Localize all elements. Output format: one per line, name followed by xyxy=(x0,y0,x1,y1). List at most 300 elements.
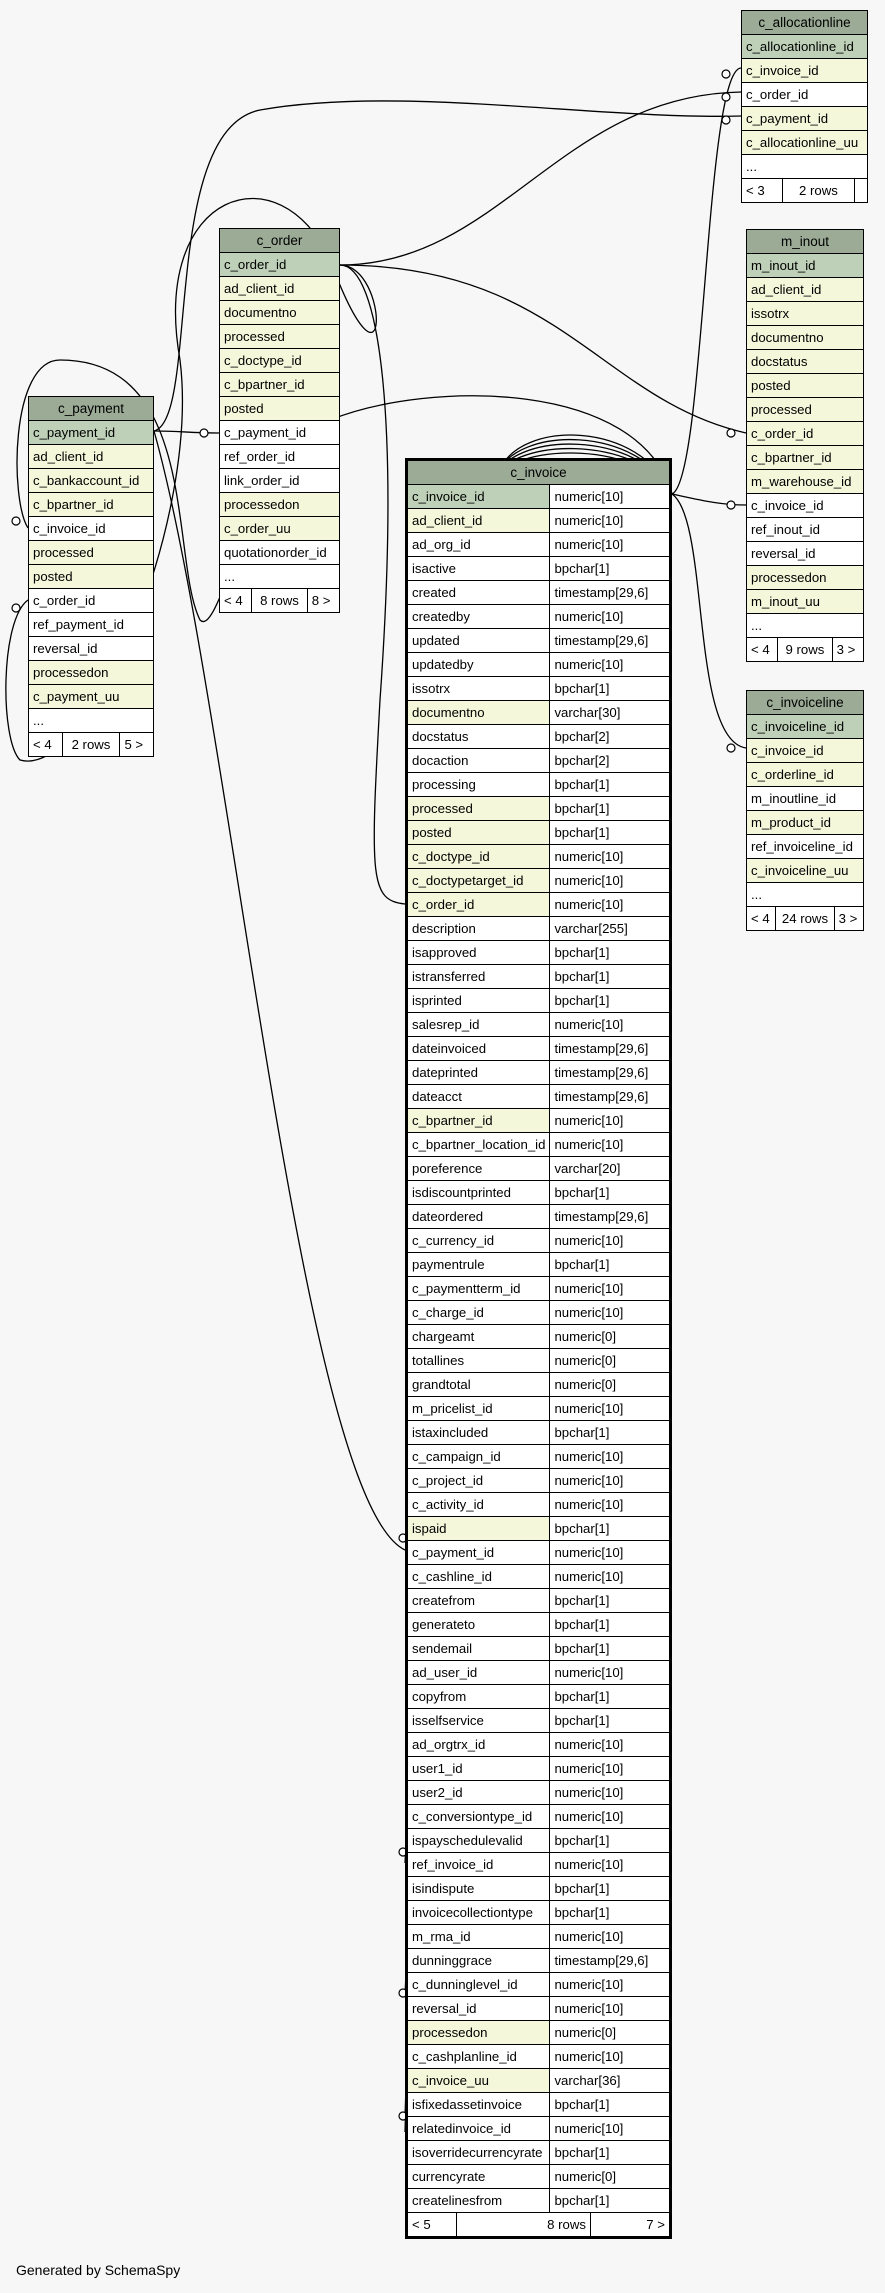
table-column-row[interactable] xyxy=(747,374,864,398)
column-name[interactable]: c_payment_id xyxy=(220,421,340,445)
table-column-row[interactable] xyxy=(747,422,864,446)
column-type: numeric[0] xyxy=(550,1325,671,1349)
footer-prev[interactable]: < 4 xyxy=(747,638,778,662)
column-name[interactable]: m_pricelist_id xyxy=(407,1397,550,1421)
column-name[interactable]: poreference xyxy=(407,1157,550,1181)
column-name[interactable]: docstatus xyxy=(407,725,550,749)
column-name[interactable]: isactive xyxy=(407,557,550,581)
column-name[interactable]: user2_id xyxy=(407,1781,550,1805)
column-name[interactable]: ref_inout_id xyxy=(747,518,864,542)
table-column-row[interactable] xyxy=(407,1973,671,1997)
column-type: bpchar[1] xyxy=(550,773,671,797)
table-column-row[interactable] xyxy=(747,254,864,278)
footer-next[interactable]: 3 > xyxy=(832,638,863,662)
column-name[interactable]: grandtotal xyxy=(407,1373,550,1397)
table-column-row[interactable] xyxy=(407,1325,671,1349)
table-column-row[interactable] xyxy=(407,725,671,749)
column-name[interactable]: quotationorder_id xyxy=(220,541,340,565)
column-name[interactable]: c_doctype_id xyxy=(220,349,340,373)
table-column-row[interactable] xyxy=(742,83,868,107)
table-column-row[interactable] xyxy=(407,557,671,581)
footer-prev[interactable]: < 4 xyxy=(29,733,63,757)
column-name[interactable]: processed xyxy=(407,797,550,821)
table-column-row[interactable] xyxy=(742,59,868,83)
table-column-row[interactable] xyxy=(407,893,671,917)
table-column-row[interactable] xyxy=(407,1781,671,1805)
table-footer-row xyxy=(747,907,864,931)
column-name[interactable]: ad_client_id xyxy=(747,278,864,302)
table-column-row[interactable] xyxy=(407,965,671,989)
table-column-row[interactable] xyxy=(747,763,864,787)
column-name[interactable]: c_invoiceline_uu xyxy=(747,859,864,883)
column-name[interactable]: c_cashline_id xyxy=(407,1565,550,1589)
column-name[interactable]: documentno xyxy=(220,301,340,325)
table-column-row[interactable] xyxy=(742,155,868,179)
column-name[interactable]: c_order_id xyxy=(747,422,864,446)
column-name[interactable]: isapproved xyxy=(407,941,550,965)
column-name[interactable]: c_doctype_id xyxy=(407,845,550,869)
column-name[interactable]: m_rma_id xyxy=(407,1925,550,1949)
column-name[interactable]: dateacct xyxy=(407,1085,550,1109)
column-name[interactable]: invoicecollectiontype xyxy=(407,1901,550,1925)
table-column-row[interactable] xyxy=(407,1637,671,1661)
table-column-row[interactable] xyxy=(407,1757,671,1781)
column-name[interactable]: processedon xyxy=(407,2021,550,2045)
table-column-row[interactable] xyxy=(747,542,864,566)
table-column-row[interactable] xyxy=(407,1421,671,1445)
table-column-row[interactable] xyxy=(407,1109,671,1133)
column-name[interactable]: ad_org_id xyxy=(407,533,550,557)
table-title[interactable]: c_invoiceline xyxy=(747,691,864,715)
column-name[interactable]: reversal_id xyxy=(747,542,864,566)
footer-prev[interactable]: < 4 xyxy=(747,907,776,931)
table-column-row[interactable] xyxy=(407,2189,671,2213)
table-column-row[interactable] xyxy=(407,1877,671,1901)
table-column-row[interactable] xyxy=(407,2045,671,2069)
column-name[interactable]: m_inoutline_id xyxy=(747,787,864,811)
table-column-row[interactable] xyxy=(747,787,864,811)
table-column-row[interactable] xyxy=(407,1901,671,1925)
column-name[interactable]: documentno xyxy=(747,326,864,350)
table-column-row[interactable] xyxy=(747,446,864,470)
table-column-row[interactable] xyxy=(29,421,154,445)
table-column-row[interactable] xyxy=(407,1181,671,1205)
column-name[interactable]: c_order_id xyxy=(220,253,340,277)
column-name[interactable]: c_bpartner_id xyxy=(29,493,154,517)
column-name[interactable]: updatedby xyxy=(407,653,550,677)
column-name[interactable]: m_inout_uu xyxy=(747,590,864,614)
table-column-row[interactable] xyxy=(407,509,671,533)
column-name[interactable]: c_payment_id xyxy=(742,107,868,131)
column-name[interactable]: createdby xyxy=(407,605,550,629)
column-name[interactable]: isindispute xyxy=(407,1877,550,1901)
column-name[interactable]: ad_client_id xyxy=(407,509,550,533)
table-column-row[interactable] xyxy=(29,517,154,541)
column-name[interactable]: c_orderline_id xyxy=(747,763,864,787)
table-column-row[interactable] xyxy=(220,469,340,493)
table-c_invoice[interactable] xyxy=(405,458,672,2239)
table-column-row[interactable] xyxy=(220,421,340,445)
table-column-row[interactable] xyxy=(747,326,864,350)
column-name[interactable]: posted xyxy=(29,565,154,589)
column-name[interactable]: processedon xyxy=(747,566,864,590)
table-column-row[interactable] xyxy=(407,605,671,629)
column-name[interactable]: updated xyxy=(407,629,550,653)
column-name[interactable]: issotrx xyxy=(407,677,550,701)
footer-prev[interactable]: < 5 xyxy=(412,2217,431,2232)
table-column-row[interactable] xyxy=(407,869,671,893)
column-name[interactable]: c_project_id xyxy=(407,1469,550,1493)
column-name[interactable]: ad_user_id xyxy=(407,1661,550,1685)
column-name[interactable]: dateordered xyxy=(407,1205,550,1229)
column-name[interactable]: c_invoice_id xyxy=(747,494,864,518)
table-column-row[interactable] xyxy=(407,1541,671,1565)
table-column-row[interactable] xyxy=(220,349,340,373)
table-column-row[interactable] xyxy=(220,493,340,517)
table-column-row[interactable] xyxy=(29,469,154,493)
table-c_allocationline[interactable] xyxy=(741,10,868,203)
column-name[interactable]: copyfrom xyxy=(407,1685,550,1709)
table-title[interactable]: c_payment xyxy=(29,397,154,421)
column-name[interactable]: processed xyxy=(747,398,864,422)
column-name[interactable]: c_payment_id xyxy=(407,1541,550,1565)
table-column-row[interactable] xyxy=(407,1829,671,1853)
column-name[interactable]: c_activity_id xyxy=(407,1493,550,1517)
column-name[interactable]: c_bpartner_location_id xyxy=(407,1133,550,1157)
column-name[interactable]: isprinted xyxy=(407,989,550,1013)
column-name[interactable]: currencyrate xyxy=(407,2165,550,2189)
column-name[interactable]: docaction xyxy=(407,749,550,773)
column-type: numeric[10] xyxy=(550,1925,671,1949)
column-type: numeric[10] xyxy=(550,1445,671,1469)
column-name[interactable]: c_invoice_uu xyxy=(407,2069,550,2093)
table-column-row[interactable] xyxy=(29,685,154,709)
column-name[interactable]: link_order_id xyxy=(220,469,340,493)
column-name[interactable]: processed xyxy=(29,541,154,565)
column-name[interactable]: c_campaign_id xyxy=(407,1445,550,1469)
table-column-row[interactable] xyxy=(220,517,340,541)
footer-next[interactable]: 7 > xyxy=(590,2213,669,2236)
column-name[interactable]: created xyxy=(407,581,550,605)
column-type: bpchar[1] xyxy=(550,2093,671,2117)
table-column-row[interactable] xyxy=(220,397,340,421)
column-name[interactable]: c_invoice_id xyxy=(407,485,550,509)
column-name[interactable]: c_invoice_id xyxy=(29,517,154,541)
column-type: bpchar[1] xyxy=(550,1589,671,1613)
table-column-row[interactable] xyxy=(407,1013,671,1037)
table-column-row[interactable] xyxy=(220,301,340,325)
table-column-row[interactable] xyxy=(407,1661,671,1685)
table-column-row[interactable] xyxy=(407,485,671,509)
column-name[interactable]: m_inout_id xyxy=(747,254,864,278)
table-column-row[interactable] xyxy=(747,590,864,614)
column-name[interactable]: ... xyxy=(29,709,154,733)
column-name[interactable]: istaxincluded xyxy=(407,1421,550,1445)
column-name[interactable]: processing xyxy=(407,773,550,797)
table-column-row[interactable] xyxy=(742,107,868,131)
table-column-row[interactable] xyxy=(407,1277,671,1301)
column-name[interactable]: c_bpartner_id xyxy=(220,373,340,397)
table-c_invoiceline[interactable] xyxy=(746,690,864,931)
column-name[interactable]: dateprinted xyxy=(407,1061,550,1085)
table-column-row[interactable] xyxy=(407,1133,671,1157)
table-column-row[interactable] xyxy=(407,701,671,725)
column-name[interactable]: c_payment_id xyxy=(29,421,154,445)
table-column-row[interactable] xyxy=(29,637,154,661)
column-name[interactable]: description xyxy=(407,917,550,941)
column-name[interactable]: c_currency_id xyxy=(407,1229,550,1253)
column-name[interactable]: c_order_id xyxy=(29,589,154,613)
table-column-row[interactable] xyxy=(220,277,340,301)
column-name[interactable]: ispaid xyxy=(407,1517,550,1541)
column-type: numeric[10] xyxy=(550,485,671,509)
table-column-row[interactable] xyxy=(407,1925,671,1949)
table-column-row[interactable] xyxy=(407,1205,671,1229)
table-column-row[interactable] xyxy=(220,373,340,397)
column-name[interactable]: processed xyxy=(220,325,340,349)
table-title[interactable]: c_invoice xyxy=(407,460,671,485)
column-name[interactable]: ... xyxy=(747,614,864,638)
table-column-row[interactable] xyxy=(747,302,864,326)
column-name[interactable]: isfixedassetinvoice xyxy=(407,2093,550,2117)
column-name[interactable]: reversal_id xyxy=(407,1997,550,2021)
column-type: bpchar[1] xyxy=(550,2189,671,2213)
table-column-row[interactable] xyxy=(407,1613,671,1637)
footer-prev[interactable]: < 3 xyxy=(742,179,783,203)
column-name[interactable]: sendemail xyxy=(407,1637,550,1661)
column-name[interactable]: posted xyxy=(220,397,340,421)
column-name[interactable]: relatedinvoice_id xyxy=(407,2117,550,2141)
table-column-row[interactable] xyxy=(407,1685,671,1709)
table-column-row[interactable] xyxy=(747,859,864,883)
table-column-row[interactable] xyxy=(407,989,671,1013)
column-name[interactable]: ad_orgtrx_id xyxy=(407,1733,550,1757)
table-column-row[interactable] xyxy=(742,35,868,59)
table-column-row[interactable] xyxy=(407,1301,671,1325)
column-name[interactable]: docstatus xyxy=(747,350,864,374)
table-title[interactable]: m_inout xyxy=(747,230,864,254)
column-name[interactable]: ... xyxy=(220,565,340,589)
table-column-row[interactable] xyxy=(407,1373,671,1397)
table-column-row[interactable] xyxy=(407,581,671,605)
column-name[interactable]: salesrep_id xyxy=(407,1013,550,1037)
column-name[interactable]: ref_payment_id xyxy=(29,613,154,637)
table-column-row[interactable] xyxy=(407,1517,671,1541)
column-name[interactable]: reversal_id xyxy=(29,637,154,661)
table-column-row[interactable] xyxy=(220,325,340,349)
column-name[interactable]: posted xyxy=(747,374,864,398)
column-name[interactable]: ref_order_id xyxy=(220,445,340,469)
table-column-row[interactable] xyxy=(747,350,864,374)
column-name[interactable]: processedon xyxy=(29,661,154,685)
column-name[interactable]: c_bpartner_id xyxy=(407,1109,550,1133)
table-column-row[interactable] xyxy=(747,883,864,907)
column-name[interactable]: createfrom xyxy=(407,1589,550,1613)
table-c_payment[interactable] xyxy=(28,396,154,757)
column-type: bpchar[1] xyxy=(550,1181,671,1205)
table-column-row[interactable] xyxy=(407,797,671,821)
footer-next[interactable] xyxy=(854,179,867,203)
table-column-row[interactable] xyxy=(407,917,671,941)
table-column-row[interactable] xyxy=(407,1949,671,1973)
table-column-row[interactable] xyxy=(407,1469,671,1493)
table-column-row[interactable] xyxy=(407,1997,671,2021)
table-column-row[interactable] xyxy=(407,1733,671,1757)
table-column-row[interactable] xyxy=(407,845,671,869)
column-name[interactable]: c_cashplanline_id xyxy=(407,2045,550,2069)
table-column-row[interactable] xyxy=(407,1349,671,1373)
table-column-row[interactable] xyxy=(407,1445,671,1469)
column-name[interactable]: createlinesfrom xyxy=(407,2189,550,2213)
column-name[interactable]: m_product_id xyxy=(747,811,864,835)
column-name[interactable]: c_order_id xyxy=(407,893,550,917)
table-column-row[interactable] xyxy=(220,541,340,565)
column-type: numeric[10] xyxy=(550,845,671,869)
table-column-row[interactable] xyxy=(747,470,864,494)
table-column-row[interactable] xyxy=(407,2093,671,2117)
table-column-row[interactable] xyxy=(29,541,154,565)
table-column-row[interactable] xyxy=(747,715,864,739)
column-name[interactable]: ispayschedulevalid xyxy=(407,1829,550,1853)
table-column-row[interactable] xyxy=(407,2117,671,2141)
table-column-row[interactable] xyxy=(407,1397,671,1421)
footer-prev[interactable]: < 4 xyxy=(220,589,252,613)
table-column-row[interactable] xyxy=(747,739,864,763)
table-column-row[interactable] xyxy=(220,445,340,469)
table-column-row[interactable] xyxy=(407,1229,671,1253)
column-name[interactable]: generateto xyxy=(407,1613,550,1637)
column-name[interactable]: isdiscountprinted xyxy=(407,1181,550,1205)
column-name[interactable]: ... xyxy=(742,155,868,179)
table-column-row[interactable] xyxy=(407,1853,671,1877)
table-column-row[interactable] xyxy=(407,821,671,845)
table-column-row[interactable] xyxy=(747,398,864,422)
column-name[interactable]: c_invoice_id xyxy=(747,739,864,763)
column-name[interactable]: totallines xyxy=(407,1349,550,1373)
table-column-row[interactable] xyxy=(29,613,154,637)
column-name[interactable]: c_order_id xyxy=(742,83,868,107)
column-name[interactable]: c_order_uu xyxy=(220,517,340,541)
table-column-row[interactable] xyxy=(747,811,864,835)
column-name[interactable]: c_doctypetarget_id xyxy=(407,869,550,893)
table-column-row[interactable] xyxy=(407,1565,671,1589)
table-column-row[interactable] xyxy=(407,533,671,557)
table-column-row[interactable] xyxy=(407,1061,671,1085)
table-column-row[interactable] xyxy=(407,2165,671,2189)
column-name[interactable]: c_invoiceline_id xyxy=(747,715,864,739)
table-column-row[interactable] xyxy=(407,677,671,701)
table-title[interactable]: c_allocationline xyxy=(742,11,868,35)
footer-rows: 2 rows xyxy=(62,733,120,757)
table-column-row[interactable] xyxy=(29,493,154,517)
column-name[interactable]: ref_invoiceline_id xyxy=(747,835,864,859)
table-column-row[interactable] xyxy=(407,1157,671,1181)
column-name[interactable]: isoverridecurrencyrate xyxy=(407,2141,550,2165)
column-type: numeric[10] xyxy=(550,1565,671,1589)
footer-next[interactable]: 3 > xyxy=(834,907,863,931)
table-title[interactable]: c_order xyxy=(220,229,340,253)
table-column-row[interactable] xyxy=(742,131,868,155)
table-column-row[interactable] xyxy=(747,518,864,542)
footer-next[interactable]: 8 > xyxy=(307,589,339,613)
column-name[interactable]: isselfservice xyxy=(407,1709,550,1733)
column-type: numeric[10] xyxy=(550,1661,671,1685)
table-m_inout[interactable] xyxy=(746,229,864,662)
table-c_order[interactable] xyxy=(219,228,340,613)
column-name[interactable]: processedon xyxy=(220,493,340,517)
column-name[interactable]: ad_client_id xyxy=(220,277,340,301)
table-column-row[interactable] xyxy=(407,1805,671,1829)
table-column-row[interactable] xyxy=(407,629,671,653)
column-name[interactable]: c_allocationline_id xyxy=(742,35,868,59)
column-name[interactable]: c_bpartner_id xyxy=(747,446,864,470)
column-name[interactable]: ... xyxy=(747,883,864,907)
column-name[interactable]: istransferred xyxy=(407,965,550,989)
column-name[interactable]: ref_invoice_id xyxy=(407,1853,550,1877)
table-column-row[interactable] xyxy=(29,661,154,685)
table-column-row[interactable] xyxy=(407,1589,671,1613)
table-column-row[interactable] xyxy=(29,445,154,469)
column-name[interactable]: c_invoice_id xyxy=(742,59,868,83)
table-column-row[interactable] xyxy=(747,566,864,590)
table-column-row[interactable] xyxy=(407,2141,671,2165)
table-column-row[interactable] xyxy=(407,2069,671,2093)
footer-next[interactable]: 5 > xyxy=(120,733,154,757)
column-name[interactable]: c_conversiontype_id xyxy=(407,1805,550,1829)
table-column-row[interactable] xyxy=(29,709,154,733)
table-column-row[interactable] xyxy=(747,494,864,518)
table-column-row[interactable] xyxy=(407,1037,671,1061)
column-name[interactable]: chargeamt xyxy=(407,1325,550,1349)
column-name[interactable]: paymentrule xyxy=(407,1253,550,1277)
table-column-row[interactable] xyxy=(747,278,864,302)
column-name[interactable]: c_allocationline_uu xyxy=(742,131,868,155)
table-column-row[interactable] xyxy=(407,2021,671,2045)
column-name[interactable]: c_bankaccount_id xyxy=(29,469,154,493)
column-name[interactable]: c_payment_uu xyxy=(29,685,154,709)
column-type: varchar[255] xyxy=(550,917,671,941)
column-name[interactable]: dateinvoiced xyxy=(407,1037,550,1061)
column-type: numeric[10] xyxy=(550,1469,671,1493)
table-column-row[interactable] xyxy=(220,565,340,589)
table-column-row[interactable] xyxy=(407,1709,671,1733)
table-column-row[interactable] xyxy=(407,749,671,773)
footer-rows: 24 rows xyxy=(776,907,834,931)
table-column-row[interactable] xyxy=(29,589,154,613)
table-column-row[interactable] xyxy=(29,565,154,589)
column-name[interactable]: issotrx xyxy=(747,302,864,326)
column-name[interactable]: user1_id xyxy=(407,1757,550,1781)
column-name[interactable]: c_paymentterm_id xyxy=(407,1277,550,1301)
column-name[interactable]: dunninggrace xyxy=(407,1949,550,1973)
table-column-row[interactable] xyxy=(747,835,864,859)
column-name[interactable]: m_warehouse_id xyxy=(747,470,864,494)
column-type: numeric[10] xyxy=(550,533,671,557)
table-column-row[interactable] xyxy=(220,253,340,277)
table-column-row[interactable] xyxy=(747,614,864,638)
column-name[interactable]: posted xyxy=(407,821,550,845)
column-name[interactable]: ad_client_id xyxy=(29,445,154,469)
table-column-row[interactable] xyxy=(407,653,671,677)
column-name[interactable]: documentno xyxy=(407,701,550,725)
table-column-row[interactable] xyxy=(407,1085,671,1109)
column-name[interactable]: c_charge_id xyxy=(407,1301,550,1325)
table-column-row[interactable] xyxy=(407,941,671,965)
table-column-row[interactable] xyxy=(407,1253,671,1277)
table-column-row[interactable] xyxy=(407,1493,671,1517)
table-column-row[interactable] xyxy=(407,773,671,797)
column-name[interactable]: c_dunninglevel_id xyxy=(407,1973,550,1997)
